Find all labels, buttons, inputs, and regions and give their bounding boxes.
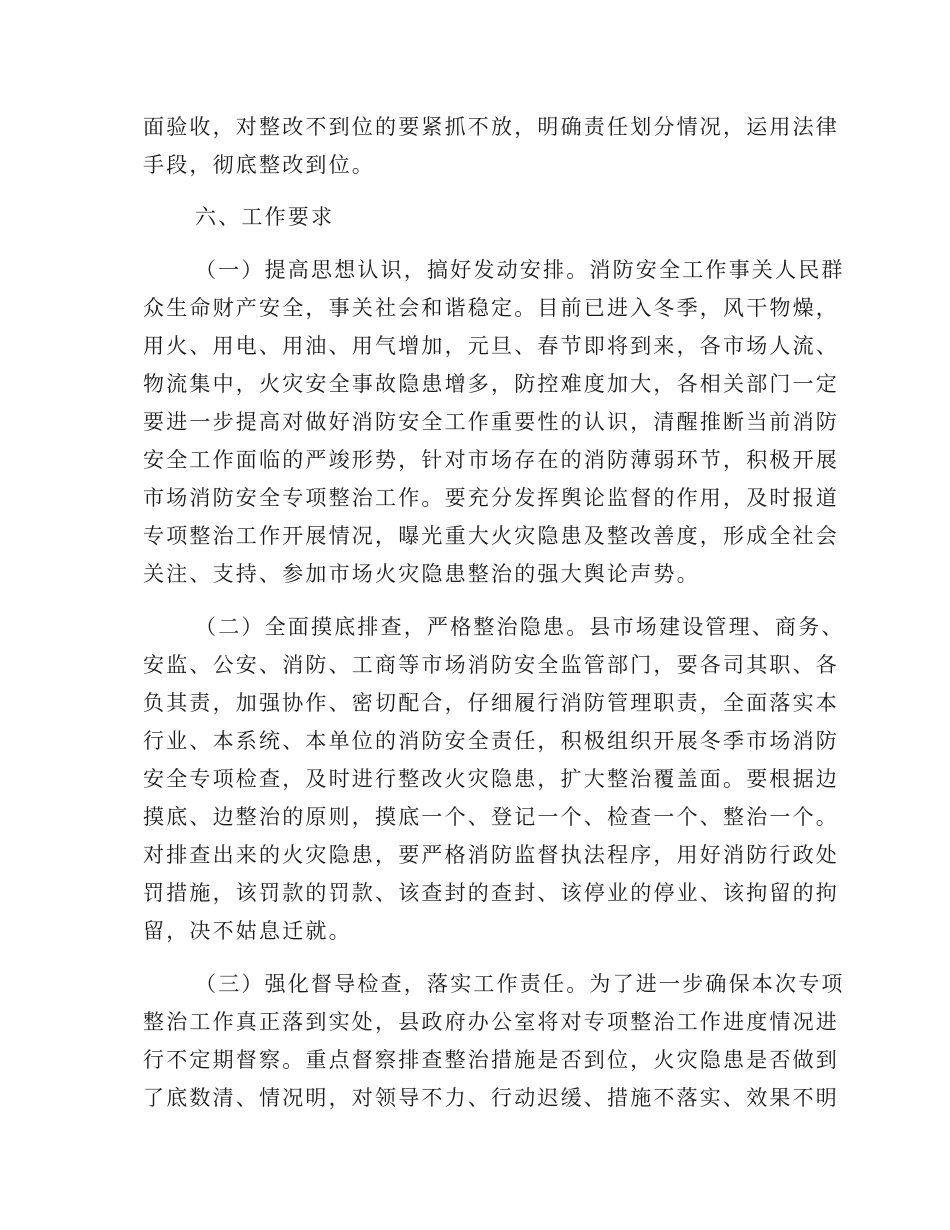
text-line: 手段，彻底整改到位。 (143, 153, 375, 177)
text-line: 罚措施，该罚款的罚款、该查封的查封、该停业的停业、该拘留的拘 (143, 881, 839, 905)
text-line: 安监、公安、消防、工商等市场消防安全监管部门，要各司其职、各 (143, 653, 839, 677)
text-line: 整治工作真正落到实处，县政府办公室将对专项整治工作进度情况进 (143, 1010, 839, 1034)
text-line: 留，决不姑息迁就。 (143, 919, 352, 943)
text-line: 摸底、边整治的原则，摸底一个、登记一个、检查一个、整治一个。 (143, 805, 839, 829)
text-line: 物流集中，火灾安全事故隐患增多，防控难度加大，各相关部门一定 (143, 372, 839, 396)
paragraph-line: （一）提高思想认识，搞好发动安排。消防安全工作事关人民群 (195, 258, 845, 282)
paragraph-line: （三）强化督导检查，落实工作责任。为了进一步确保本次专项 (195, 972, 845, 996)
text-line: 市场消防安全专项整治工作。要充分发挥舆论监督的作用，及时报道 (143, 486, 839, 510)
text-line: 面验收，对整改不到位的要紧抓不放，明确责任划分情况，运用法律 (143, 115, 839, 139)
text-line: 行业、本系统、本单位的消防安全责任，积极组织开展冬季市场消防 (143, 729, 839, 753)
text-line: 用火、用电、用油、用气增加，元旦、春节即将到来，各市场人流、 (143, 334, 839, 358)
text-line: 安全专项检查，及时进行整改火灾隐患，扩大整治覆盖面。要根据边 (143, 767, 839, 791)
text-line: 对排查出来的火灾隐患，要严格消防监督执法程序，用好消防行政处 (143, 843, 839, 867)
text-line: 行不定期督察。重点督察排查整治措施是否到位，火灾隐患是否做到 (143, 1048, 839, 1072)
text-line: 专项整治工作开展情况，曝光重大火灾隐患及整改善度，形成全社会 (143, 524, 839, 548)
paragraph-line: （二）全面摸底排查，严格整治隐患。县市场建设管理、商务、 (195, 615, 845, 639)
section-heading: 六、工作要求 (195, 205, 335, 229)
text-line: 负其责，加强协作、密切配合，仔细履行消防管理职责，全面落实本 (143, 691, 839, 715)
text-line: 众生命财产安全，事关社会和谐稳定。目前已进入冬季，风干物燥， (143, 296, 839, 320)
text-line: 了底数清、情况明，对领导不力、行动迟缓、措施不落实、效果不明 (143, 1086, 839, 1110)
text-line: 关注、支持、参加市场火灾隐患整治的强大舆论声势。 (143, 562, 700, 586)
text-line: 要进一步提高对做好消防安全工作重要性的认识，清醒推断当前消防 (143, 410, 839, 434)
text-line: 安全工作面临的严竣形势，针对市场存在的消防薄弱环节，积极开展 (143, 448, 839, 472)
